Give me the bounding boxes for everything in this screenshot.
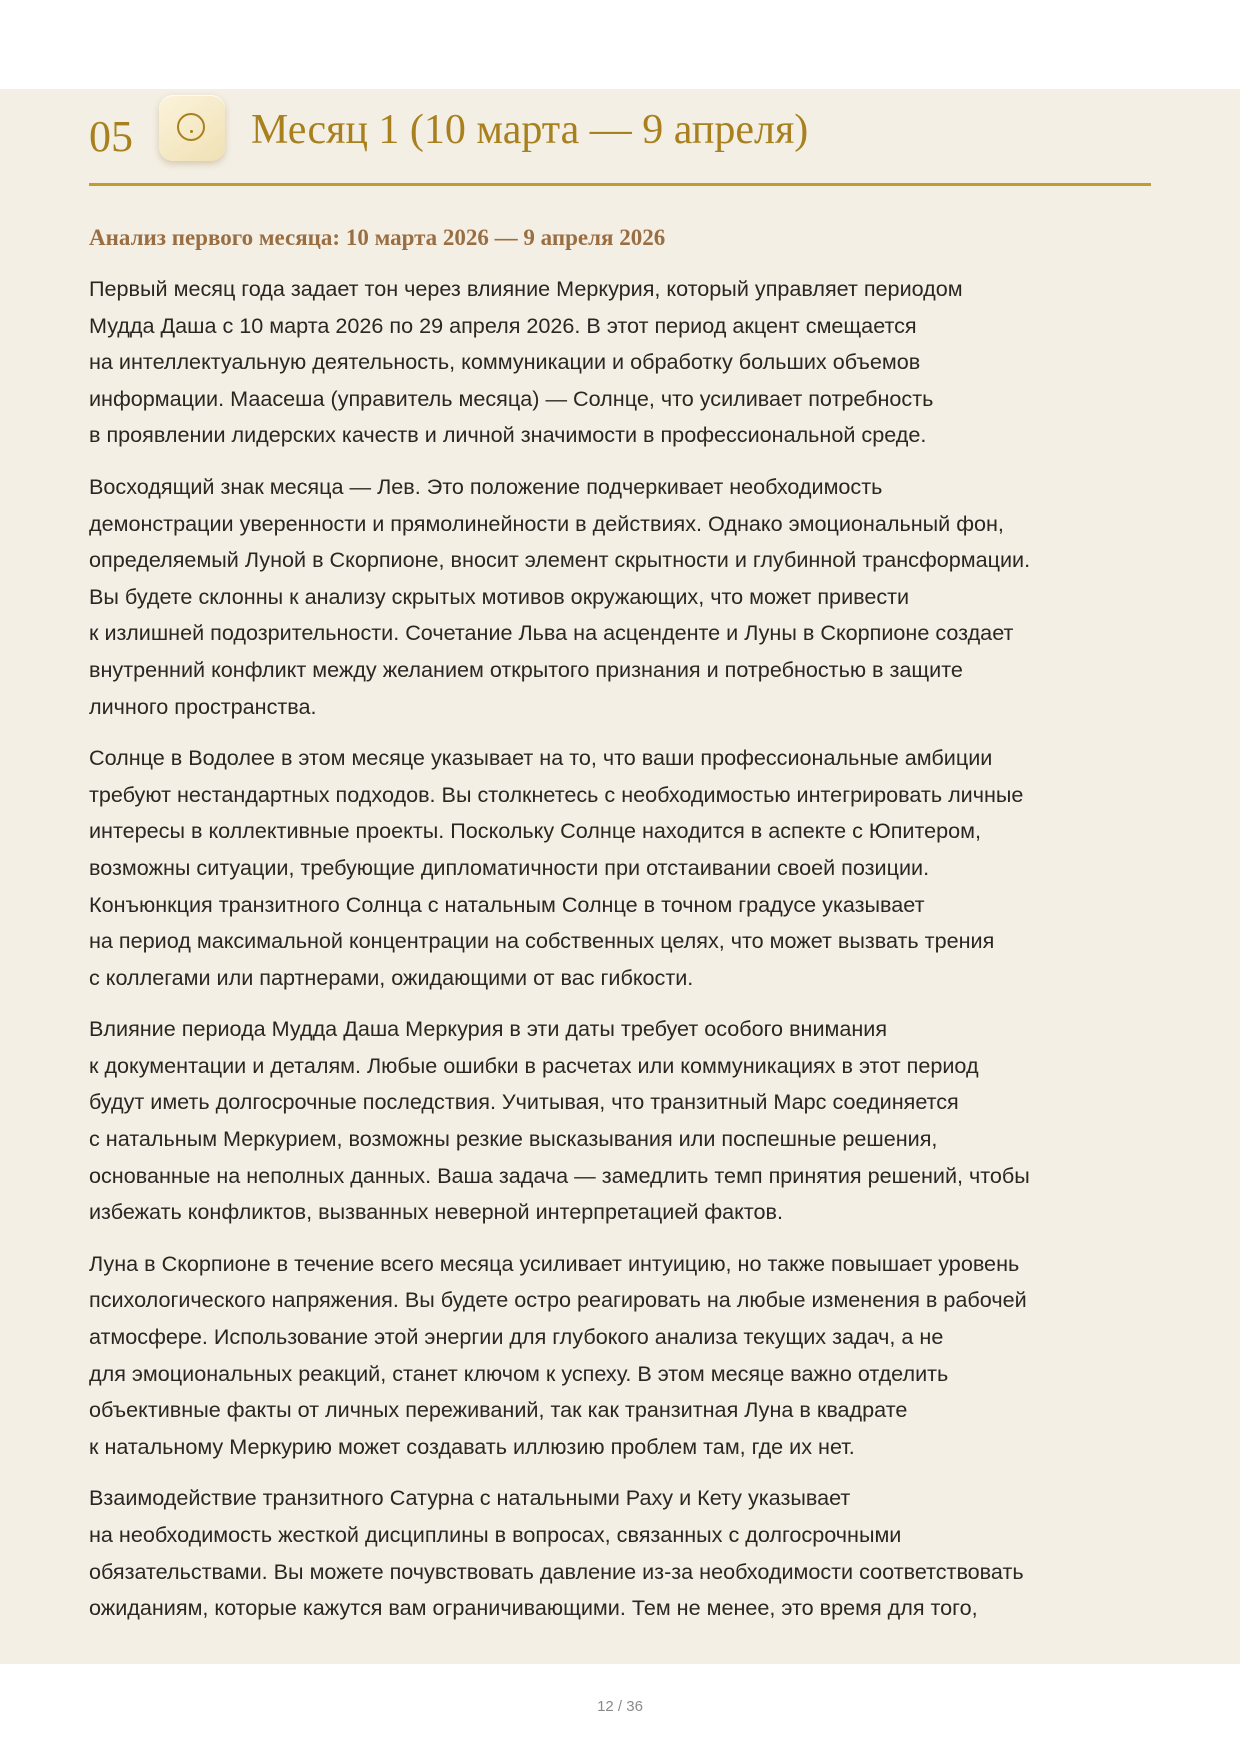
section-header [89,89,1151,187]
paragraph-line: объективные факты от личных переживаний, так как транзитная Луна в квадрате [89,1397,908,1423]
paragraph-line: Конъюнкция транзитного Солнца с натальным Солнце в точном градусе указывает [89,891,925,917]
page-sheet [0,89,1240,1664]
paragraph-line: Луна в Скорпионе в течение всего месяца усиливает интуицию, но также повышает уровень [89,1250,1020,1276]
paragraph-line: обязательствами. Вы можете почувствовать давление из-за необходимости соответствовать [89,1558,1024,1584]
paragraph-line: возможны ситуации, требующие дипломатичности при отстаивании своей позиции. [89,854,930,880]
section-title: Месяц 1 (10 марта — 9 апреля) [251,107,809,153]
page-number: 12 / 36 [597,1698,643,1715]
paragraph-line: Восходящий знак месяца — Лев. Это положение подчеркивает необходимость [89,473,883,499]
paragraph-line: Солнце в Водолее в этом месяце указывает на то, что ваши профессиональные амбиции [89,745,993,771]
paragraph [89,469,1159,725]
paragraph-line: в проявлении лидерских качеств и личной значимости в профессиональной среде. [89,422,927,448]
paragraph-line: Мудда Даша с 10 марта 2026 по 29 апреля 2026. В этот период акцент смещается [89,312,917,338]
paragraph-line: демонстрации уверенности и прямолинейности в действиях. Однако эмоциональный фон, [89,510,1004,536]
paragraph-line: с коллегами или партнерами, ожидающими от вас гибкости. [89,964,694,990]
body-text [89,271,1159,1642]
paragraph-line: интересы в коллективные проекты. Поскольку Солнце находится в аспекте с Юпитером, [89,818,981,844]
paragraph-line: к натальному Меркурию может создавать иллюзию проблем там, где их нет. [89,1433,855,1459]
paragraph-line: ожиданиям, которые кажутся вам ограничивающими. Тем не менее, это время для того, [89,1595,978,1621]
paragraph [89,1246,1159,1466]
paragraph-line: атмосфере. Использование этой энергии для глубокого анализа текущих задач, а не [89,1324,944,1350]
paragraph-line: на интеллектуальную деятельность, коммуникации и обработку больших объемов [89,349,921,375]
paragraph-line: на период максимальной концентрации на собственных целях, что может вызвать трения [89,928,995,954]
paragraph-line: Взаимодействие транзитного Сатурна с натальными Раху и Кету указывает [89,1485,851,1511]
moon-circle-icon [159,95,225,161]
paragraph [89,740,1159,996]
paragraph-line: определяемый Луной в Скорпионе, вносит элемент скрытности и глубинной трансформации. [89,547,1031,573]
paragraph-line: на необходимость жесткой дисциплины в вопросах, связанных с долгосрочными [89,1522,902,1547]
paragraph-line: требуют нестандартных подходов. Вы столкнетесь с необходимостью интегрировать личные [89,781,1024,807]
paragraph-line: Влияние периода Мудда Даша Меркурия в эти даты требует особого внимания [89,1016,888,1042]
paragraph-line: для эмоциональных реакций, станет ключом к успеху. В этом месяце важно отделить [89,1360,949,1386]
paragraph-line: избежать конфликтов, вызванных неверной интерпретацией фактов. [89,1199,784,1225]
header-divider [89,183,1151,186]
subheading: Анализ первого месяца: 10 марта 2026 — 9 апреля 2026 [89,225,666,250]
paragraph-line: психологического напряжения. Вы будете остро реагировать на любые изменения в рабочей [89,1287,1027,1313]
paragraph [89,271,1159,454]
icon-dot [190,130,193,133]
paragraph-line: будут иметь долгосрочные последствия. Учитывая, что транзитный Марс соединяется [89,1089,959,1115]
paragraph-line: Вы будете склонны к анализу скрытых мотивов окружающих, что может привести [89,583,910,609]
paragraph-line: внутренний конфликт между желанием открытого признания и потребностью в защите [89,656,963,682]
section-number: 05 [89,112,133,161]
paragraph-line: основанные на неполных данных. Ваша задача — замедлить темп принятия решений, чтобы [89,1162,1030,1188]
paragraph-line: к документации и деталям. Любые ошибки в расчетах или коммуникациях в этот период [89,1052,979,1078]
paragraph-line: к излишней подозрительности. Сочетание Льва на асценденте и Луны в Скорпионе создает [89,620,1014,646]
paragraph [89,1480,1159,1626]
paragraph-line: личного пространства. [89,693,317,719]
paragraph-line: с натальным Меркурием, возможны резкие высказывания или поспешные решения, [89,1126,938,1152]
icon-ring [177,113,205,141]
paragraph [89,1011,1159,1231]
paragraph-line: Первый месяц года задает тон через влияние Меркурия, который управляет периодом [89,276,963,301]
paragraph-line: информации. Маасеша (управитель месяца) — Солнце, что усиливает потребность [89,385,934,411]
